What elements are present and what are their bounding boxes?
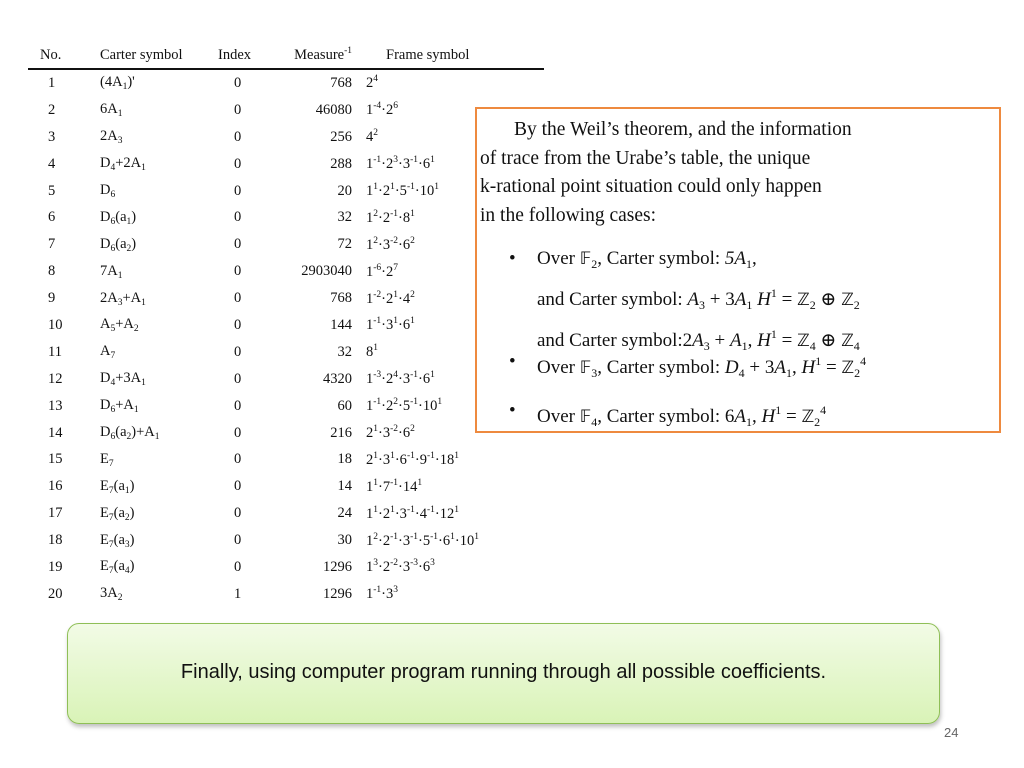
cell-index: 0 bbox=[234, 451, 242, 468]
cell-carter-symbol: $D_4+2A_1$ bbox=[100, 155, 146, 174]
page-number: 24 bbox=[944, 725, 959, 740]
cell-no: 10 bbox=[48, 316, 63, 333]
cell-index: 0 bbox=[234, 101, 242, 118]
theorem-box bbox=[475, 107, 1001, 433]
cell-frame-symbol: $2^1\cdot 3^1\cdot 6^{-1}\cdot 9^{-1}\cdot 18^1$ bbox=[366, 450, 459, 468]
cell-frame-symbol: $1^1\cdot 2^1\cdot 3^{-1}\cdot 4^{-1}\cdot 12^1$ bbox=[366, 504, 459, 522]
table-row bbox=[28, 500, 544, 527]
cell-measure: 72 bbox=[337, 236, 352, 253]
cell-index: 0 bbox=[234, 558, 242, 575]
table-row bbox=[28, 204, 544, 231]
intro-line: By the Weil’s theorem, and the information bbox=[514, 119, 852, 140]
bullet-line: Over 𝔽$_3$, Carter symbol: $D_4 + 3A_1$, $H^1$ = ℤ$_2^4$ bbox=[537, 354, 867, 380]
cell-no: 9 bbox=[48, 290, 56, 307]
cell-measure: 1296 bbox=[323, 585, 352, 602]
cell-index: 1 bbox=[234, 585, 242, 602]
cell-no: 13 bbox=[48, 397, 63, 414]
header-carter-symbol: Carter symbol bbox=[100, 42, 218, 69]
cell-measure: 60 bbox=[337, 397, 352, 414]
cell-frame-symbol: $8^1$ bbox=[366, 343, 378, 361]
cell-carter-symbol: $3A_2$ bbox=[100, 585, 123, 604]
cell-measure: 32 bbox=[337, 343, 352, 360]
conclusion-note-box bbox=[67, 623, 940, 724]
cell-carter-symbol: $A_5+A_2$ bbox=[100, 316, 139, 335]
cell-carter-symbol: $D_6(a_2)+A_1$ bbox=[100, 424, 160, 443]
cell-index: 0 bbox=[234, 155, 242, 172]
table-row bbox=[28, 258, 544, 285]
cell-index: 0 bbox=[234, 424, 242, 441]
cell-no: 11 bbox=[48, 343, 62, 360]
cell-no: 17 bbox=[48, 505, 63, 522]
cell-measure: 256 bbox=[330, 128, 352, 145]
table-row bbox=[28, 312, 544, 339]
cell-index: 0 bbox=[234, 397, 242, 414]
cell-measure: 18 bbox=[337, 451, 352, 468]
cell-carter-symbol: $E_7(a_2)$ bbox=[100, 504, 135, 523]
table-row bbox=[28, 231, 544, 258]
header-no: No. bbox=[28, 42, 100, 69]
bullet-text bbox=[537, 347, 866, 388]
cell-no: 14 bbox=[48, 424, 63, 441]
cell-measure: 2903040 bbox=[301, 263, 352, 280]
bullet-text bbox=[537, 244, 860, 361]
cell-index: 0 bbox=[234, 74, 242, 91]
cell-measure: 4320 bbox=[323, 370, 352, 387]
cell-frame-symbol: $1^2\cdot 2^{-1}\cdot 8^1$ bbox=[366, 208, 415, 226]
cell-index: 0 bbox=[234, 263, 242, 280]
header-index: Index bbox=[218, 42, 272, 69]
cell-no: 20 bbox=[48, 585, 63, 602]
bullet-marker: • bbox=[509, 400, 516, 421]
table-header-row bbox=[28, 42, 544, 69]
cell-measure: 32 bbox=[337, 209, 352, 226]
table-row bbox=[28, 97, 544, 124]
cell-carter-symbol: $D_6(a_1)$ bbox=[100, 208, 137, 227]
header-measure-label: Measure bbox=[294, 47, 345, 63]
table-body bbox=[28, 69, 544, 608]
cell-carter-symbol: $E_7$ bbox=[100, 450, 114, 469]
cell-frame-symbol: $1^2\cdot 3^{-2}\cdot 6^2$ bbox=[366, 235, 415, 253]
table-row bbox=[28, 339, 544, 366]
cell-frame-symbol: $1^{-1}\cdot 2^2\cdot 5^{-1}\cdot 10^1$ bbox=[366, 397, 443, 415]
bullet-marker: • bbox=[509, 351, 516, 372]
table-row bbox=[28, 581, 544, 608]
table-row bbox=[28, 285, 544, 312]
cell-measure: 20 bbox=[337, 182, 352, 199]
cell-no: 3 bbox=[48, 128, 56, 145]
cell-measure: 24 bbox=[337, 505, 352, 522]
cell-no: 12 bbox=[48, 370, 63, 387]
cell-frame-symbol: $1^2\cdot 2^{-1}\cdot 3^{-1}\cdot 5^{-1}\cdot 6^1\cdot 10^1$ bbox=[366, 531, 479, 549]
cell-index: 0 bbox=[234, 209, 242, 226]
cell-measure: 288 bbox=[330, 155, 352, 172]
intro-line: in the following cases: bbox=[480, 204, 657, 226]
cell-no: 6 bbox=[48, 209, 56, 226]
cell-frame-symbol: $1^{-1}\cdot 3^3$ bbox=[366, 585, 399, 603]
cell-frame-symbol: $1^{-1}\cdot 3^1\cdot 6^1$ bbox=[366, 316, 415, 334]
table-row bbox=[28, 124, 544, 151]
cell-frame-symbol: $2^1\cdot 3^{-2}\cdot 6^2$ bbox=[366, 424, 415, 442]
cell-index: 0 bbox=[234, 370, 242, 387]
cell-measure: 144 bbox=[330, 316, 352, 333]
table-row bbox=[28, 366, 544, 393]
cell-index: 0 bbox=[234, 505, 242, 522]
cell-carter-symbol: $A_7$ bbox=[100, 343, 116, 362]
table-row bbox=[28, 420, 544, 447]
intro-line: of trace from the Urabe’s table, the unique bbox=[480, 147, 811, 169]
cell-carter-symbol: $D_4+3A_1$ bbox=[100, 370, 146, 389]
cell-index: 0 bbox=[234, 128, 242, 145]
cell-frame-symbol: $1^3\cdot 2^{-2}\cdot 3^{-3}\cdot 6^3$ bbox=[366, 558, 435, 576]
cell-no: 16 bbox=[48, 478, 63, 495]
cell-carter-symbol: $E_7(a_1)$ bbox=[100, 477, 135, 496]
header-measure bbox=[272, 42, 366, 69]
cell-frame-symbol: $1^{-2}\cdot 2^1\cdot 4^2$ bbox=[366, 289, 415, 307]
table-row bbox=[28, 446, 544, 473]
cell-carter-symbol: $D_6$ bbox=[100, 182, 116, 200]
cell-index: 0 bbox=[234, 290, 242, 307]
cell-frame-symbol: $1^{-1}\cdot 2^3\cdot 3^{-1}\cdot 6^1$ bbox=[366, 155, 435, 173]
cell-frame-symbol: $1^{-6}\cdot 2^7$ bbox=[366, 262, 399, 280]
cell-frame-symbol: $4^2$ bbox=[366, 128, 378, 146]
cell-frame-symbol: $1^{-3}\cdot 2^4\cdot 3^{-1}\cdot 6^1$ bbox=[366, 370, 435, 388]
cell-measure: 768 bbox=[330, 290, 352, 307]
cell-carter-symbol: $7A_1$ bbox=[100, 262, 123, 281]
cell-no: 1 bbox=[48, 74, 56, 91]
cell-measure: 14 bbox=[337, 478, 352, 495]
cell-carter-symbol: $D_6(a_2)$ bbox=[100, 235, 137, 254]
cell-measure: 1296 bbox=[323, 558, 352, 575]
cell-index: 0 bbox=[234, 316, 242, 333]
cell-carter-symbol: $6A_1$ bbox=[100, 101, 123, 120]
cell-no: 18 bbox=[48, 532, 63, 549]
carter-symbol-table bbox=[28, 42, 544, 608]
cell-no: 15 bbox=[48, 451, 63, 468]
bullet-marker: • bbox=[509, 248, 516, 269]
cell-index: 0 bbox=[234, 343, 242, 360]
cell-index: 0 bbox=[234, 532, 242, 549]
cell-carter-symbol: $2A_3+A_1$ bbox=[100, 289, 146, 308]
cell-frame-symbol: $1^{-4}\cdot 2^6$ bbox=[366, 101, 399, 119]
cell-no: 5 bbox=[48, 182, 56, 199]
cell-index: 0 bbox=[234, 236, 242, 253]
cell-index: 0 bbox=[234, 182, 242, 199]
header-measure-sup: -1 bbox=[344, 46, 352, 56]
bullet-line: Over 𝔽$_2$, Carter symbol: $5A_1$, bbox=[537, 248, 757, 271]
cell-no: 4 bbox=[48, 155, 56, 172]
table-row bbox=[28, 69, 544, 97]
table-row bbox=[28, 151, 544, 178]
cell-carter-symbol: $D_6+A_1$ bbox=[100, 397, 139, 416]
cell-measure: 46080 bbox=[315, 101, 352, 118]
bullet-line: and Carter symbol: $A_3 + 3A_1$ $H^1$ = ℤ$_2$ ⊕ ℤ$_2$ bbox=[537, 286, 860, 312]
table-row bbox=[28, 473, 544, 500]
bullet-line: and Carter $symbol:2A_3 + A_1$, $H^1$ = ℤ$_4$ ⊕ ℤ$_4$ bbox=[537, 327, 860, 353]
intro-line: k-rational point situation could only happen bbox=[480, 176, 822, 198]
bullet-text bbox=[537, 396, 826, 437]
cell-carter-symbol: $2A_3$ bbox=[100, 128, 123, 147]
table-row bbox=[28, 178, 544, 205]
table-row bbox=[28, 554, 544, 581]
bullet-line: Over 𝔽$_4$, Carter symbol: $6A_1$, $H^1$ = ℤ$_2^4$ bbox=[537, 403, 827, 429]
cell-carter-symbol: $E_7(a_3)$ bbox=[100, 531, 135, 550]
cell-no: 19 bbox=[48, 558, 63, 575]
cell-frame-symbol: $2^4$ bbox=[366, 74, 378, 92]
table-row bbox=[28, 527, 544, 554]
header-frame-symbol: Frame symbol bbox=[366, 42, 544, 69]
cell-measure: 768 bbox=[330, 74, 352, 91]
table-row bbox=[28, 393, 544, 420]
theorem-intro bbox=[480, 116, 995, 230]
cell-carter-symbol: $E_7(a_4)$ bbox=[100, 558, 135, 577]
cell-measure: 216 bbox=[330, 424, 352, 441]
cell-no: 8 bbox=[48, 263, 56, 280]
cell-index: 0 bbox=[234, 478, 242, 495]
cell-measure: 30 bbox=[337, 532, 352, 549]
cell-frame-symbol: $1^1\cdot 7^{-1}\cdot 14^1$ bbox=[366, 477, 423, 495]
conclusion-note-text: Finally, using computer program running through all possible coefficients. bbox=[180, 661, 827, 683]
cell-no: 2 bbox=[48, 101, 56, 118]
cell-frame-symbol: $1^1\cdot 2^1\cdot 5^{-1}\cdot 10^1$ bbox=[366, 182, 439, 199]
cell-carter-symbol: $(4A_1)'$ bbox=[100, 74, 135, 93]
cell-no: 7 bbox=[48, 236, 56, 253]
